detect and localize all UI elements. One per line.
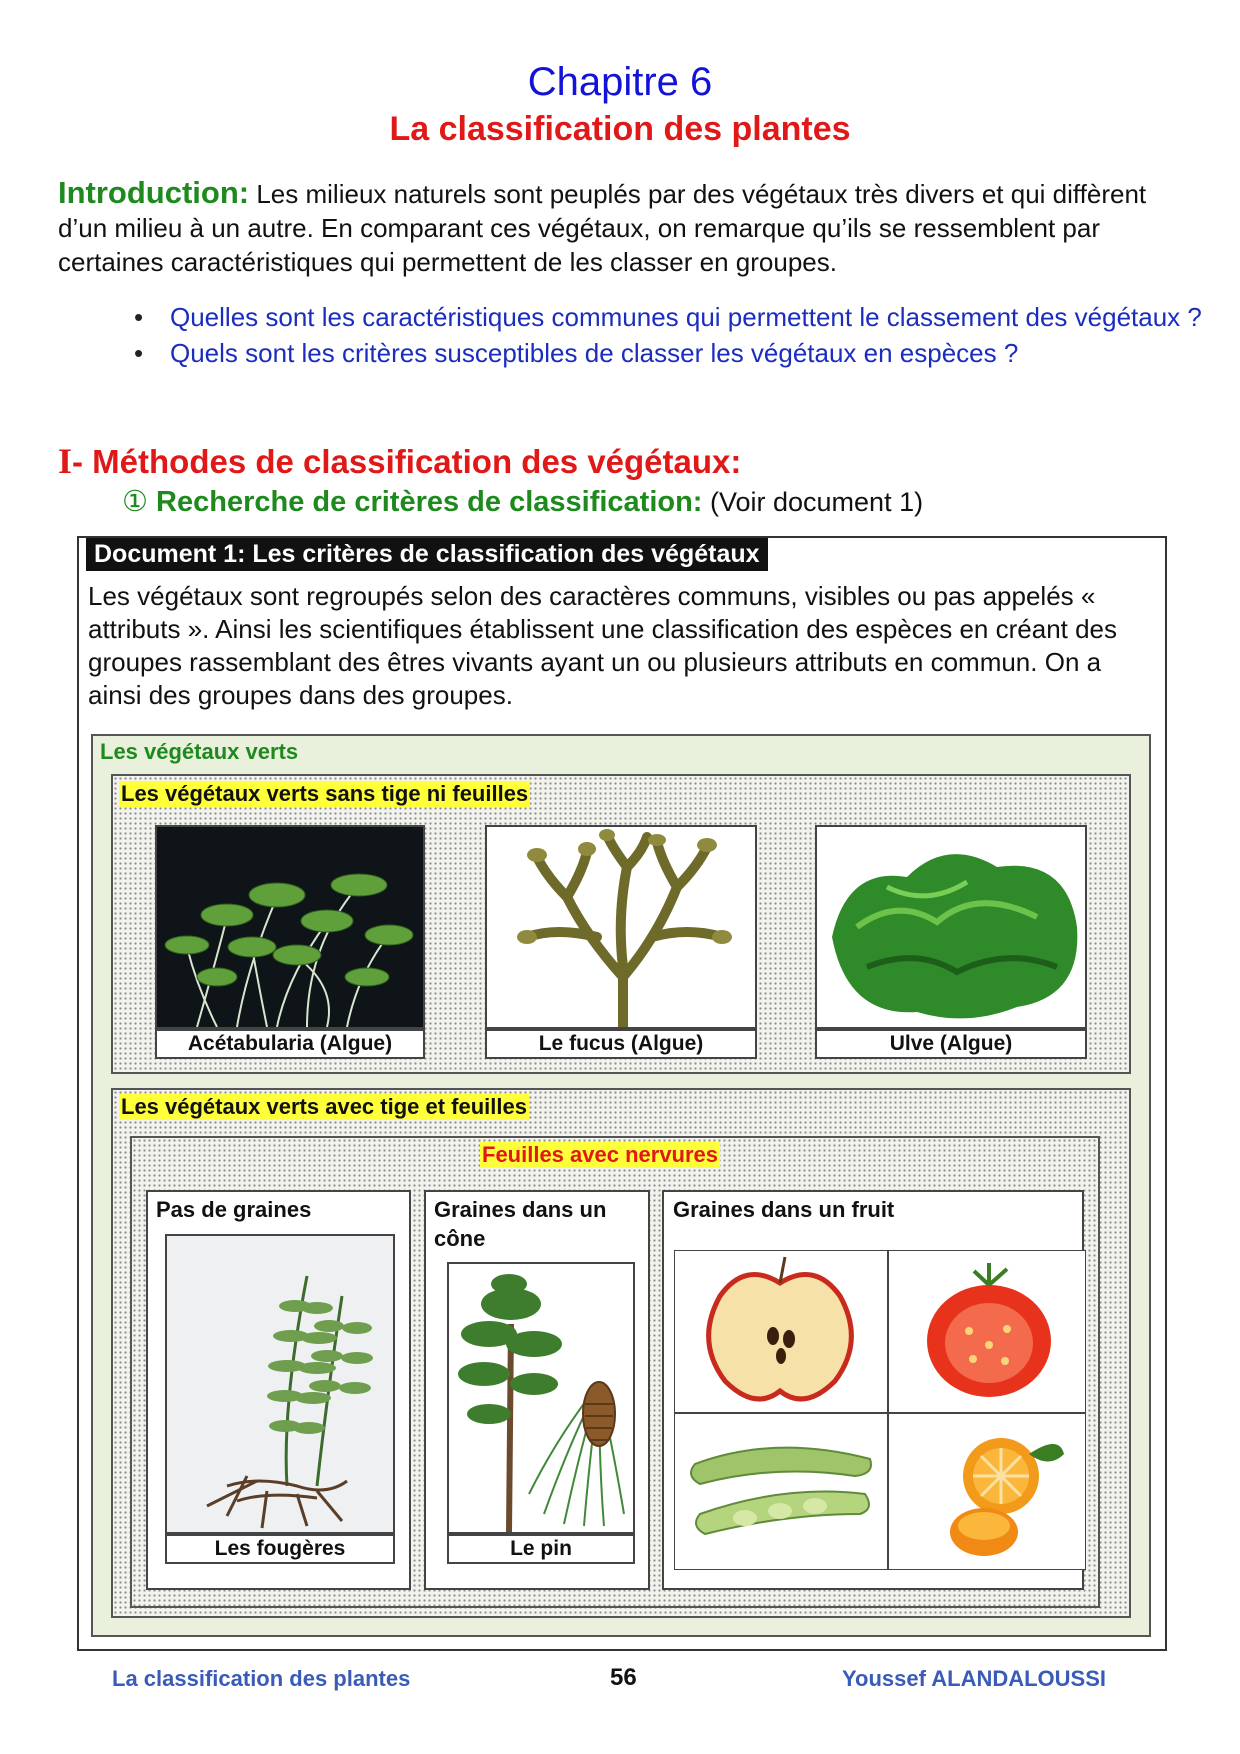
question-item [134, 336, 1204, 370]
bean-illustration [675, 1414, 888, 1570]
ulve-illustration [817, 827, 1087, 1029]
question-list [134, 300, 1204, 372]
footer-title: La classification des plantes [112, 1666, 411, 1691]
question-text: Quels sont les critères susceptibles de classer les végétaux en espèces ? [170, 338, 1019, 368]
tomato-image [888, 1250, 1086, 1413]
acetabularia-caption: Acétabularia (Algue) [155, 1029, 425, 1059]
document-reference: (Voir document 1) [702, 487, 924, 517]
subsection-heading [122, 484, 923, 519]
no-seeds-title: Pas de graines [156, 1197, 312, 1222]
question-text: Quelles sont les caractéristiques communes qui permettent le classement des végétaux ? [170, 302, 1202, 332]
orange-illustration [889, 1414, 1086, 1570]
document-text: Les végétaux sont regroupés selon des caractères communs, visibles ou pas appelés « attributs ». Ainsi les scientifiques établissent une classification des espèces en créant des groupes rassemblant des êtres vivants ayant un ou plusieurs attributs en commun. On a ainsi des groupes dans des groupes. [88, 581, 1118, 710]
pine-caption: Le pin [447, 1534, 635, 1564]
chapter-title: La classification des plantes [389, 110, 851, 148]
ulve-caption: Ulve (Algue) [815, 1029, 1087, 1059]
fucus-caption: Le fucus (Algue) [485, 1029, 757, 1059]
fern-illustration [167, 1236, 395, 1534]
subsection-number: ① [122, 486, 148, 518]
pine-illustration [449, 1264, 635, 1534]
apple-illustration [675, 1251, 888, 1413]
tomato-illustration [889, 1251, 1086, 1413]
orange-image [888, 1413, 1086, 1570]
bullet-icon: • [134, 338, 144, 368]
introduction-paragraph [58, 176, 1188, 279]
fucus-illustration [487, 827, 757, 1029]
question-item [134, 300, 1204, 334]
chapter-number: Chapitre 6 [527, 60, 713, 104]
subsection-title: Recherche de critères de classification: [148, 486, 703, 518]
section-numeral: I [58, 441, 73, 481]
page-number: 56 [610, 1664, 637, 1691]
document-title: Document 1: Les critères de classification des végétaux [86, 538, 768, 571]
fruit-grid [674, 1250, 1086, 1570]
fern-image [165, 1234, 395, 1534]
section-title: - Méthodes de classification des végétaux: [72, 443, 742, 480]
fern-caption: Les fougères [165, 1534, 395, 1564]
footer-author: Youssef ALANDALOUSSI [842, 1666, 1107, 1691]
green-plants-label: Les végétaux verts [100, 739, 299, 764]
introduction-text: Les milieux naturels sont peuplés par des végétaux très divers et qui diffèrent d’un milieu à un autre. En comparant ces végétaux, on remarque qu’ils se ressemblent par certaines caractéristiques qui permettent de les classer en groupes. [58, 179, 1147, 277]
pine-image [447, 1262, 635, 1534]
acetabularia-illustration [157, 827, 425, 1029]
no-stem-group-label: Les végétaux verts sans tige ni feuilles [121, 781, 529, 806]
bullet-icon: • [134, 302, 144, 332]
cone-seeds-title: Graines dans un cône [434, 1197, 607, 1251]
fucus-image [485, 825, 757, 1029]
bean-image [674, 1413, 888, 1570]
fruit-seeds-title: Graines dans un fruit [673, 1197, 895, 1222]
introduction-label: Introduction: [58, 175, 250, 210]
apple-image [674, 1250, 888, 1413]
acetabularia-image [155, 825, 425, 1029]
section-heading [58, 440, 741, 482]
with-stem-group-label: Les végétaux verts avec tige et feuilles [121, 1094, 527, 1119]
ulve-image [815, 825, 1087, 1029]
veined-leaves-label: Feuilles avec nervures [482, 1142, 719, 1167]
